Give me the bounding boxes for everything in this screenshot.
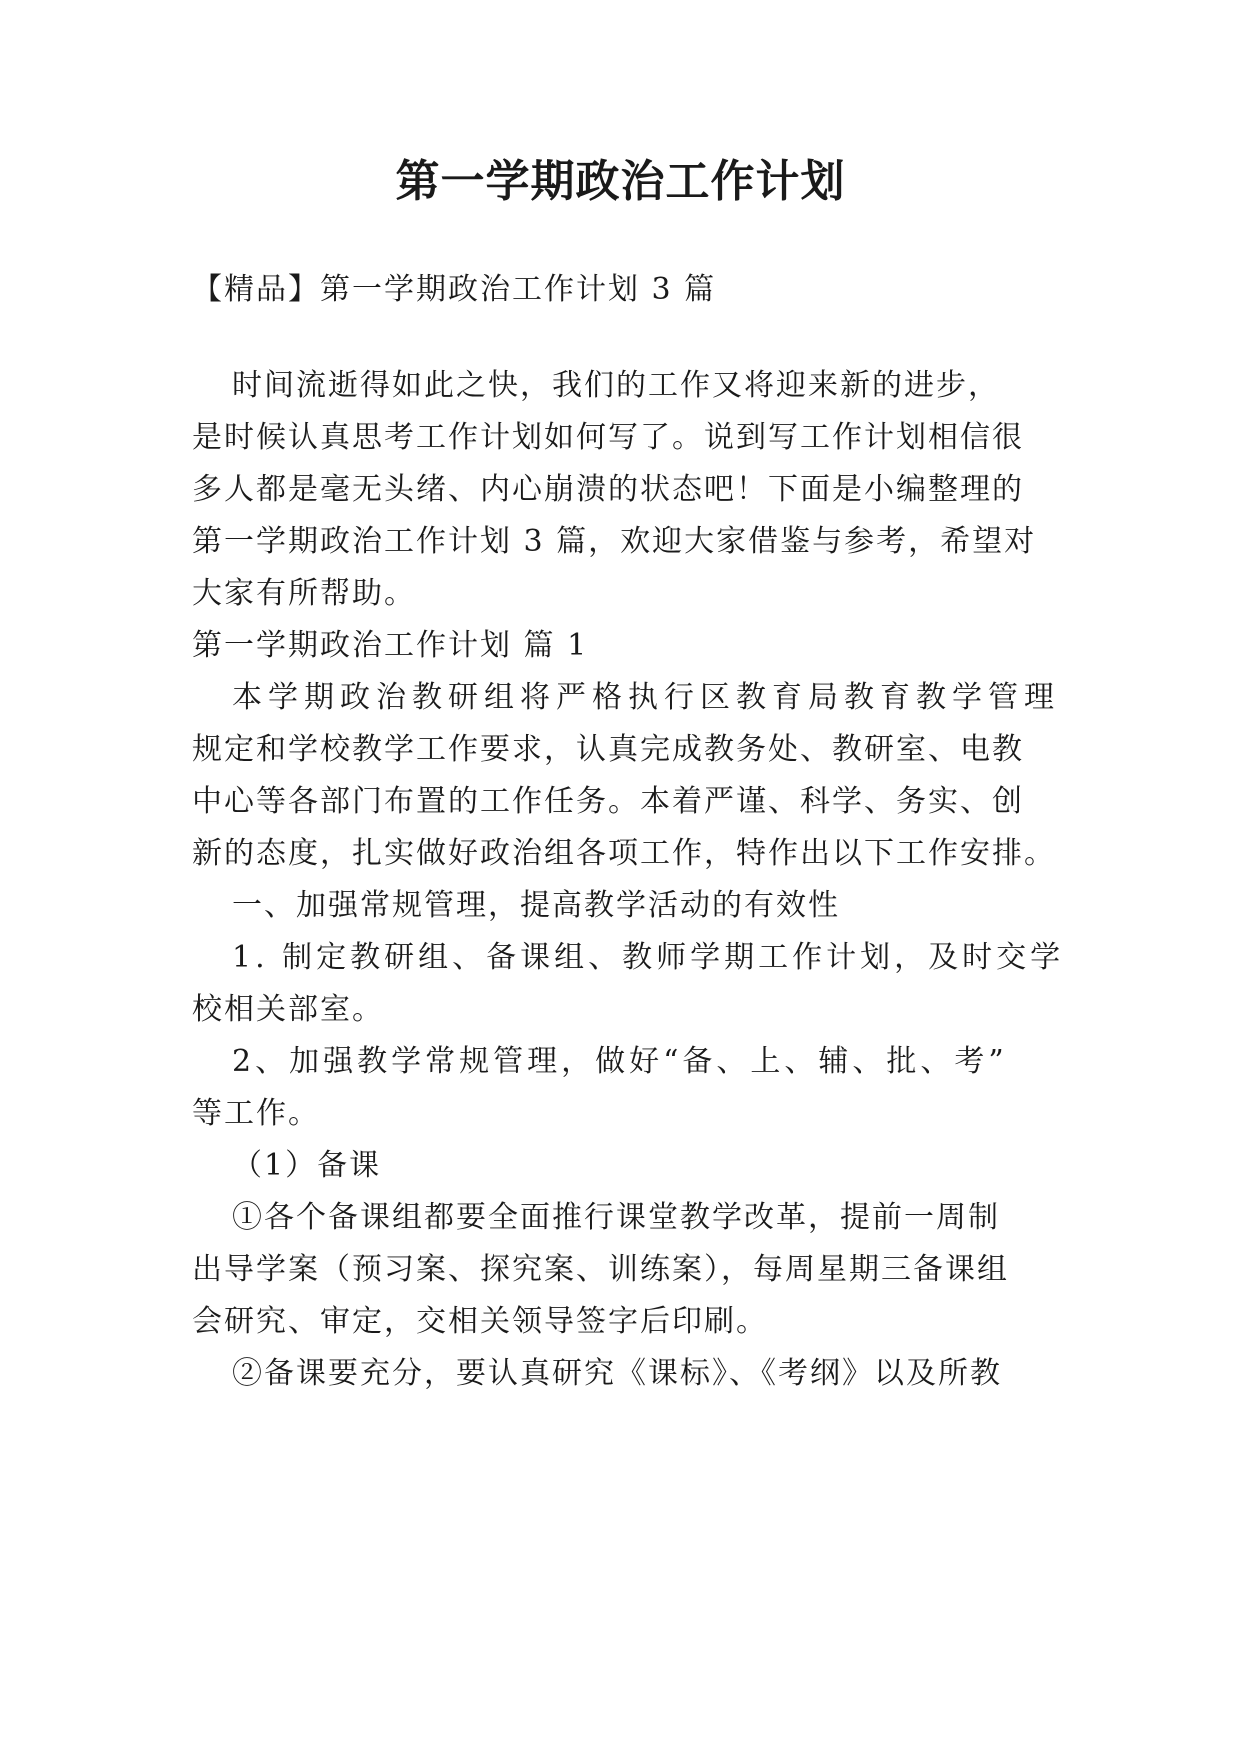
paragraph-line: 时间流逝得如此之快，我们的工作又将迎来新的进步， — [232, 368, 1000, 403]
subsection-heading: 一、加强常规管理，提高教学活动的有效性 — [232, 888, 840, 923]
paragraph-line: 中心等各部门布置的工作任务。本着严谨、科学、务实、创 — [192, 784, 1024, 819]
paragraph-line: 会研究、审定，交相关领导签字后印刷。 — [192, 1304, 768, 1339]
paragraph-line: 新的态度，扎实做好政治组各项工作，特作出以下工作安排。 — [192, 836, 1056, 871]
paragraph-line: 第一学期政治工作计划 3 篇，欢迎大家借鉴与参考，希望对 — [192, 524, 1037, 559]
list-item-continuation: 校相关部室。 — [192, 992, 384, 1027]
document-subtitle: 【精品】第一学期政治工作计划 3 篇 — [192, 272, 717, 307]
subitem-heading: （1）备课 — [232, 1148, 382, 1183]
list-item: 2、加强教学常规管理，做好“备、上、辅、批、考” — [232, 1044, 1008, 1079]
paragraph-line: 是时候认真思考工作计划如何写了。说到写工作计划相信很 — [192, 420, 1024, 455]
paragraph-line: ①各个备课组都要全面推行课堂教学改革，提前一周制 — [232, 1200, 1000, 1235]
paragraph-line: 多人都是毫无头绪、内心崩溃的状态吧！下面是小编整理的 — [192, 472, 1024, 507]
section-heading: 第一学期政治工作计划 篇 1 — [192, 628, 589, 663]
paragraph-line: ②备课要充分，要认真研究《课标》、《考纲》以及所教 — [232, 1356, 1002, 1391]
paragraph-line: 大家有所帮助。 — [192, 576, 416, 611]
paragraph-line: 规定和学校教学工作要求，认真完成教务处、教研室、电教 — [192, 732, 1024, 767]
paragraph-line: 出导学案（预习案、探究案、训练案），每周星期三备课组 — [192, 1252, 1009, 1287]
document-title: 第一学期政治工作计划 — [395, 156, 846, 207]
paragraph-line: 本学期政治教研组将严格执行区教育局教育教学管理 — [232, 680, 1060, 715]
list-item: 1. 制定教研组、备课组、教师学期工作计划，及时交学 — [232, 940, 1065, 975]
list-item-continuation: 等工作。 — [192, 1096, 320, 1131]
